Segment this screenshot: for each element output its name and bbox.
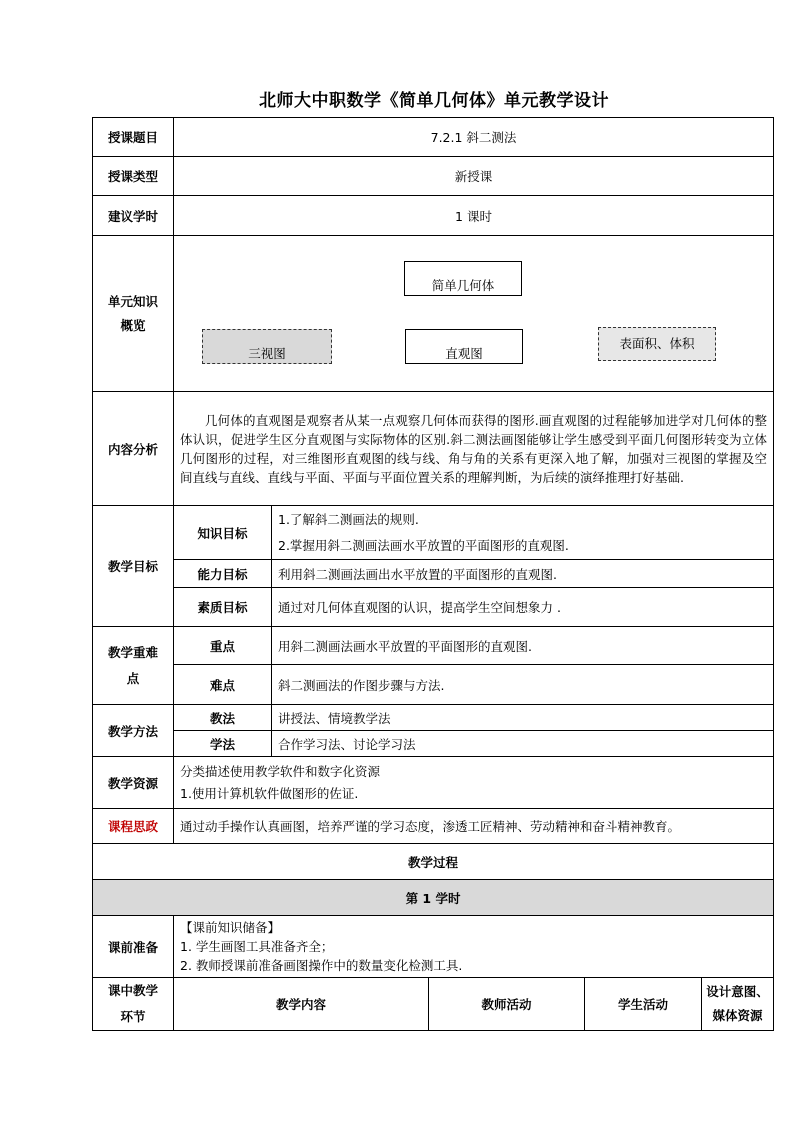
page-title: 北师大中职数学《简单几何体》单元教学设计	[259, 91, 609, 111]
diagram-box-three-views: 三视图	[202, 329, 332, 364]
col-student-activity: 学生活动	[585, 978, 702, 1031]
row-type	[93, 157, 774, 196]
row-difficulty	[93, 665, 774, 705]
row-hours	[93, 196, 774, 236]
ability-goal-label: 能力目标	[174, 560, 272, 588]
prep-line: 【课前知识储备】	[180, 920, 281, 935]
col-teaching-content: 教学内容	[174, 978, 429, 1031]
quality-goal-text: 通过对几何体直观图的认识，提高学生空间想象力 .	[272, 588, 774, 627]
row-goal-knowledge	[93, 506, 774, 560]
resources-cell	[174, 757, 774, 809]
row-inclass-header	[93, 978, 774, 1031]
prep-cell	[174, 916, 774, 978]
session-heading: 第 1 学时	[93, 880, 774, 916]
row-method-learn	[93, 731, 774, 757]
row-method-teach	[93, 705, 774, 731]
type-label: 授课类型	[93, 157, 174, 196]
analysis-text: 几何体的直观图是观察者从某一点观察几何体而获得的图形.画直观图的过程能够加进学对几何体的整体认识，促进学生区分直观图与实际物体的区别.斜二测法画图能够让学生感受到平面几何图形转变为立体几何图形的过程，对三维图形直观图的线与线、角与角的关系有更深入地了解，加强对三视图的掌握及空间直线与直线、直线与平面、平面与平面位置关系的理解判断，为后续的演绎推理打好基础.	[180, 412, 768, 485]
lesson-plan-table	[92, 117, 774, 1031]
ideology-label: 课程思政	[93, 809, 174, 844]
knowledge-diagram	[174, 236, 773, 391]
row-process	[93, 844, 774, 880]
methods-label: 教学方法	[93, 705, 174, 757]
learn-method-text: 合作学习法、讨论学习法	[272, 731, 774, 757]
row-resources	[93, 757, 774, 809]
difficulty-label: 难点	[174, 665, 272, 705]
resources-line: 分类描述使用教学软件和数字化资源	[180, 763, 381, 779]
inclass-label: 课中教学 环节	[93, 978, 174, 1031]
quality-goal-label: 素质目标	[174, 588, 272, 627]
analysis-cell	[174, 392, 774, 506]
row-session	[93, 880, 774, 916]
row-overview	[93, 236, 774, 392]
overview-label: 单元知识 概览	[93, 236, 174, 392]
topic-label: 授课题目	[93, 118, 174, 157]
knowledge-goal-cell	[272, 506, 774, 560]
diagram-box-intuitive-view: 直观图	[405, 329, 523, 364]
prep-line: 1. 学生画图工具准备齐全；	[180, 939, 334, 954]
ideology-text: 通过动手操作认真画图，培养严谨的学习态度，渗透工匠精神、劳动精神和奋斗精神教育。	[174, 809, 774, 844]
hours-label: 建议学时	[93, 196, 174, 236]
teach-method-label: 教法	[174, 705, 272, 731]
resources-label: 教学资源	[93, 757, 174, 809]
diagram-box-simple-solids: 简单几何体	[404, 261, 522, 296]
focus-text: 用斜二测画法画水平放置的平面图形的直观图.	[272, 627, 774, 665]
prep-line: 2. 教师授课前准备画图操作中的数量变化检测工具.	[180, 958, 463, 973]
row-prep	[93, 916, 774, 978]
col-design-intent: 设计意图、媒体资源	[702, 978, 774, 1031]
knowledge-goal-label: 知识目标	[174, 506, 272, 560]
focus-label: 重点	[174, 627, 272, 665]
goals-label: 教学目标	[93, 506, 174, 627]
row-goal-quality	[93, 588, 774, 627]
knowledge-goal-item: 2.掌握用斜二测画法画水平放置的平面图形的直观图.	[278, 537, 569, 553]
knowledge-goal-item: 1.了解斜二测画法的规则.	[278, 511, 419, 527]
resources-line: 1.使用计算机软件做图形的佐证.	[180, 785, 359, 801]
row-analysis	[93, 392, 774, 506]
keypoints-label: 教学重难 点	[93, 627, 174, 705]
overview-diagram-cell	[174, 236, 774, 392]
hours-value: 1 课时	[174, 196, 774, 236]
type-value: 新授课	[174, 157, 774, 196]
teach-method-text: 讲授法、情境教学法	[272, 705, 774, 731]
diagram-box-area-volume: 表面积、体积	[598, 327, 716, 361]
difficulty-text: 斜二测画法的作图步骤与方法.	[272, 665, 774, 705]
analysis-label: 内容分析	[93, 392, 174, 506]
row-ideology	[93, 809, 774, 844]
ability-goal-text: 利用斜二测画法画出水平放置的平面图形的直观图.	[272, 560, 774, 588]
process-heading: 教学过程	[93, 844, 774, 880]
topic-value: 7.2.1 斜二测法	[174, 118, 774, 157]
row-goal-ability	[93, 560, 774, 588]
row-focus	[93, 627, 774, 665]
col-teacher-activity: 教师活动	[429, 978, 585, 1031]
learn-method-label: 学法	[174, 731, 272, 757]
row-topic	[93, 118, 774, 157]
prep-label: 课前准备	[93, 916, 174, 978]
